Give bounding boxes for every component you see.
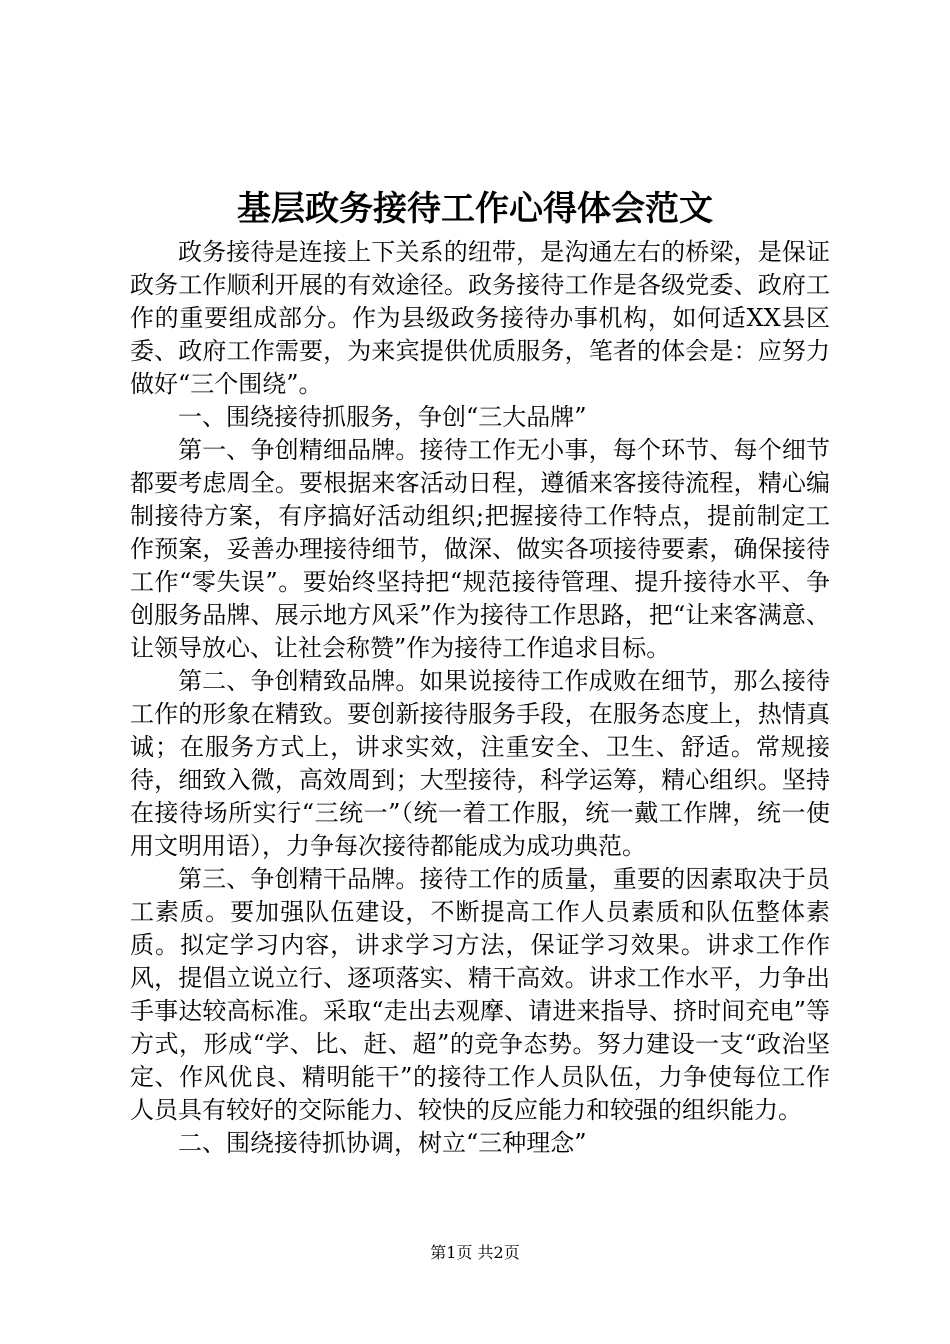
section-heading-1: 一、围绕接待抓服务，争创“三大品牌” <box>178 403 587 431</box>
section-heading-2: 二、围绕接待抓协调，树立“三种理念” <box>178 1129 587 1157</box>
document-title: 基层政务接待工作心得体会范文 <box>237 189 713 229</box>
paragraph-1: 第一、争创精细品牌。接待工作无小事，每个环节、每个细节都要考虑周全。要根据来客活动日程，遵循来客接待流程，精心编制接待方案，有序搞好活动组织;把握接待工作特点，提前制定工作预案，妥善办理接待细节，做深、做实各项接待要素，确保接待工作“零失误”。要始终坚持把“规范接待管理、提升接待水平、争创服务品牌、展示地方风采”作为接待工作思路，把“让来客满意、让领导放心、让社会称赞”作为接待工作追求目标。 <box>130 436 830 662</box>
document-body <box>130 236 830 1160</box>
paragraph-2: 第二、争创精致品牌。如果说接待工作成败在细节，那么接待工作的形象在精致。要创新接待服务手段，在服务态度上，热情真诚；在服务方式上，讲求实效，注重安全、卫生、舒适。常规接待，细致入微，高效周到；大型接待，科学运筹，精心组织。坚持在接待场所实行“三统一”（统一着工作服，统一戴工作牌，统一使用文明用语），力争每次接待都能成为成功典范。 <box>130 667 830 860</box>
paragraph-intro: 政务接待是连接上下关系的纽带，是沟通左右的桥梁，是保证政务工作顺利开展的有效途径。政务接待工作是各级党委、政府工作的重要组成部分。作为县级政务接待办事机构，如何适XX县区委、政府工作需要，为来宾提供优质服务，笔者的体会是：应努力做好“三个围绕”。 <box>130 238 830 398</box>
page-footer: 第1页 共2页 <box>430 1243 520 1262</box>
paragraph-3: 第三、争创精干品牌。接待工作的质量，重要的因素取决于员工素质。要加强队伍建设，不断提高工作人员素质和队伍整体素质。拟定学习内容，讲求学习方法，保证学习效果。讲求工作作风，提倡立说立行、逐项落实、精干高效。讲求工作水平，力争出手事达较高标准。采取“走出去观摩、请进来指导、挤时间充电”等方式，形成“学、比、赶、超”的竞争态势。努力建设一支“政治坚定、作风优良、精明能干”的接待工作人员队伍，力争使每位工作人员具有较好的交际能力、较快的反应能力和较强的组织能力。 <box>130 865 830 1124</box>
